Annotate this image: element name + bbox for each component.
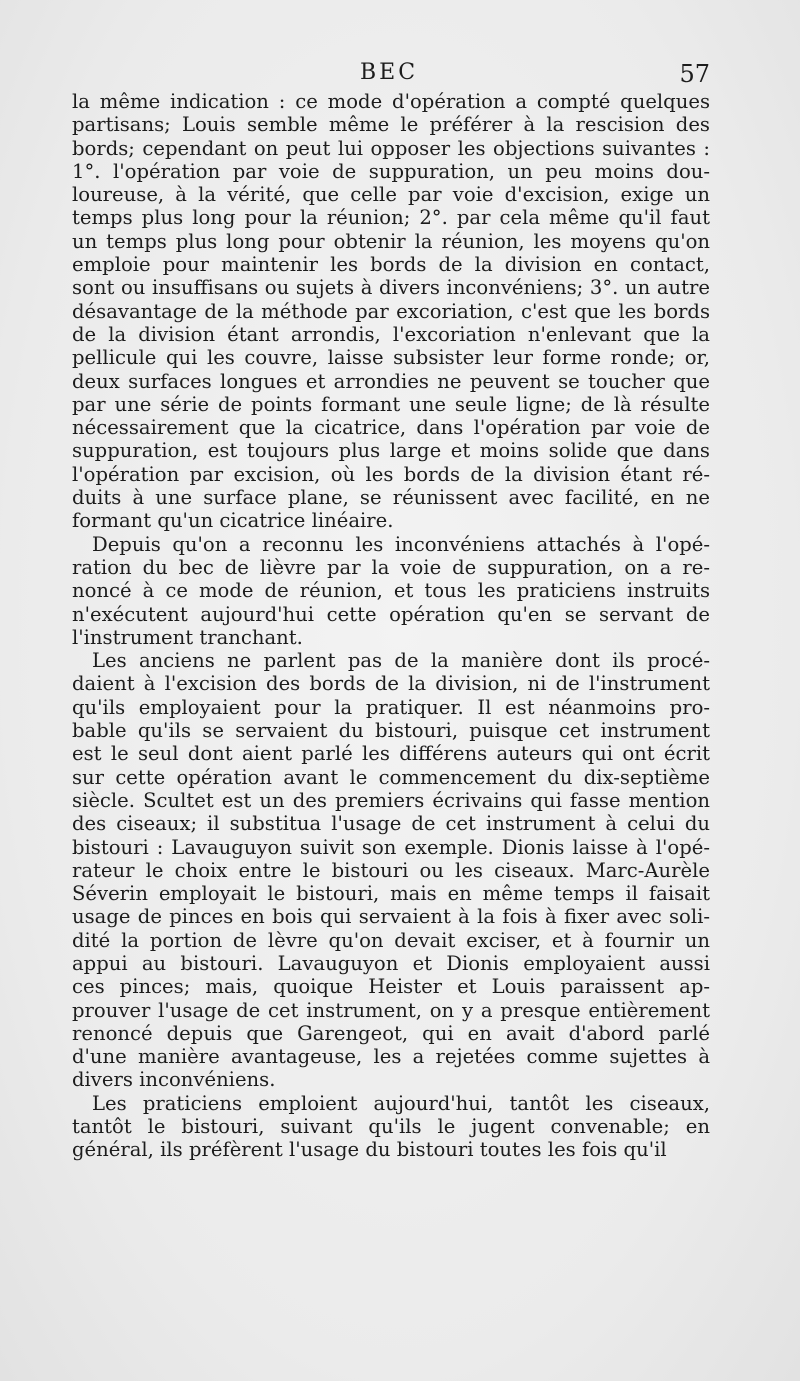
text-line: bable qu'ils se servaient du bistouri, puisque cet instrument: [72, 719, 710, 743]
text-line: l'instrument tranchant.: [72, 625, 303, 649]
text-line: des ciseaux; il substitua l'usage de cet instrument à celui du: [72, 812, 710, 836]
text-line: 1°. l'opération par voie de suppuration, un peu moins dou-: [72, 159, 710, 183]
text-line: dité la portion de lèvre qu'on devait exciser, et à fournir un: [72, 928, 710, 952]
text-line: formant qu'un cicatrice linéaire.: [72, 509, 394, 533]
text-line: daient à l'excision des bords de la division, ni de l'instrument: [72, 672, 710, 696]
paragraph: [72, 649, 710, 1092]
text-line: prouver l'usage de cet instrument, on y a presque entièrement: [72, 998, 710, 1022]
text-line: la même indication : ce mode d'opération a compté quelques: [72, 90, 710, 113]
text-line: Séverin employait le bistouri, mais en même temps il faisait: [72, 882, 710, 906]
text-line: renoncé depuis que Garengeot, qui en avait d'abord parlé: [72, 1021, 710, 1045]
text-line: sur cette opération avant le commencement du dix-septième: [72, 765, 710, 789]
text-line: l'opération par excision, où les bords de la division étant ré-: [72, 462, 710, 486]
text-line: rateur le choix entre le bistouri ou les ciseaux. Marc-Aurèle: [72, 858, 710, 882]
text-line: désavantage de la méthode par excoriation, c'est que les bords: [72, 299, 710, 323]
text-line: est le seul dont aient parlé les différens auteurs qui ont écrit: [72, 742, 710, 766]
text-line: divers inconvéniens.: [72, 1068, 276, 1092]
text-line: bistouri : Lavauguyon suivit son exemple. Dionis laisse à l'opé-: [72, 835, 710, 859]
text-line: qu'ils employaient pour la pratiquer. Il est néanmoins pro-: [72, 695, 710, 719]
text-line: sont ou insuffisans ou sujets à divers inconvéniens; 3°. un autre: [72, 276, 710, 300]
text-line: général, ils préfèrent l'usage du bistouri toutes les fois qu'il: [72, 1138, 667, 1162]
paragraph: [72, 533, 710, 649]
text-line: ration du bec de lièvre par la voie de suppuration, on a re-: [72, 555, 710, 579]
text-line: emploie pour maintenir les bords de la division en contact,: [72, 253, 710, 277]
page-number: 57: [679, 60, 710, 88]
text-line: nécessairement que la cicatrice, dans l'opération par voie de: [72, 416, 710, 440]
paragraph: [72, 90, 710, 533]
text-line: duits à une surface plane, se réunissent avec facilité, en ne: [72, 486, 710, 510]
body-text: [72, 90, 710, 1162]
text-line: de la division étant arrondis, l'excoriation n'enlevant que la: [72, 322, 710, 346]
text-line: deux surfaces longues et arrondies ne peuvent se toucher que: [72, 369, 710, 393]
text-line: siècle. Scultet est un des premiers écrivains qui fasse mention: [72, 788, 710, 812]
text-line: d'une manière avantageuse, les a rejetées comme sujettes à: [72, 1045, 710, 1069]
text-line: Depuis qu'on a reconnu les inconvéniens attachés à l'opé-: [92, 532, 710, 556]
text-line: tantôt le bistouri, suivant qu'ils le jugent convenable; en: [72, 1115, 710, 1139]
text-line: par une série de points formant une seule ligne; de là résulte: [72, 392, 710, 416]
text-line: appui au bistouri. Lavauguyon et Dionis employaient aussi: [72, 951, 710, 975]
running-head: [72, 60, 710, 92]
paragraph: [72, 1092, 710, 1162]
text-line: Les anciens ne parlent pas de la manière dont ils procé-: [92, 649, 710, 673]
text-line: pellicule qui les couvre, laisse subsister leur forme ronde; or,: [72, 346, 710, 370]
text-line: suppuration, est toujours plus large et moins solide que dans: [72, 439, 710, 463]
text-line: Les praticiens emploient aujourd'hui, tantôt les ciseaux,: [92, 1091, 710, 1115]
text-line: noncé à ce mode de réunion, et tous les praticiens instruits: [72, 579, 710, 603]
text-line: ces pinces; mais, quoique Heister et Louis paraissent ap-: [72, 975, 710, 999]
text-line: bords; cependant on peut lui opposer les objections suivantes :: [72, 136, 710, 160]
text-line: partisans; Louis semble même le préférer à la rescision des: [72, 113, 710, 137]
text-line: usage de pinces en bois qui servaient à la fois à fixer avec soli-: [72, 905, 710, 929]
running-title: BEC: [360, 60, 419, 85]
text-line: temps plus long pour la réunion; 2°. par cela même qu'il faut: [72, 206, 710, 230]
text-line: n'exécutent aujourd'hui cette opération qu'en se servant de: [72, 602, 710, 626]
text-line: un temps plus long pour obtenir la réunion, les moyens qu'on: [72, 229, 710, 253]
text-line: loureuse, à la vérité, que celle par voie d'excision, exige un: [72, 183, 710, 207]
